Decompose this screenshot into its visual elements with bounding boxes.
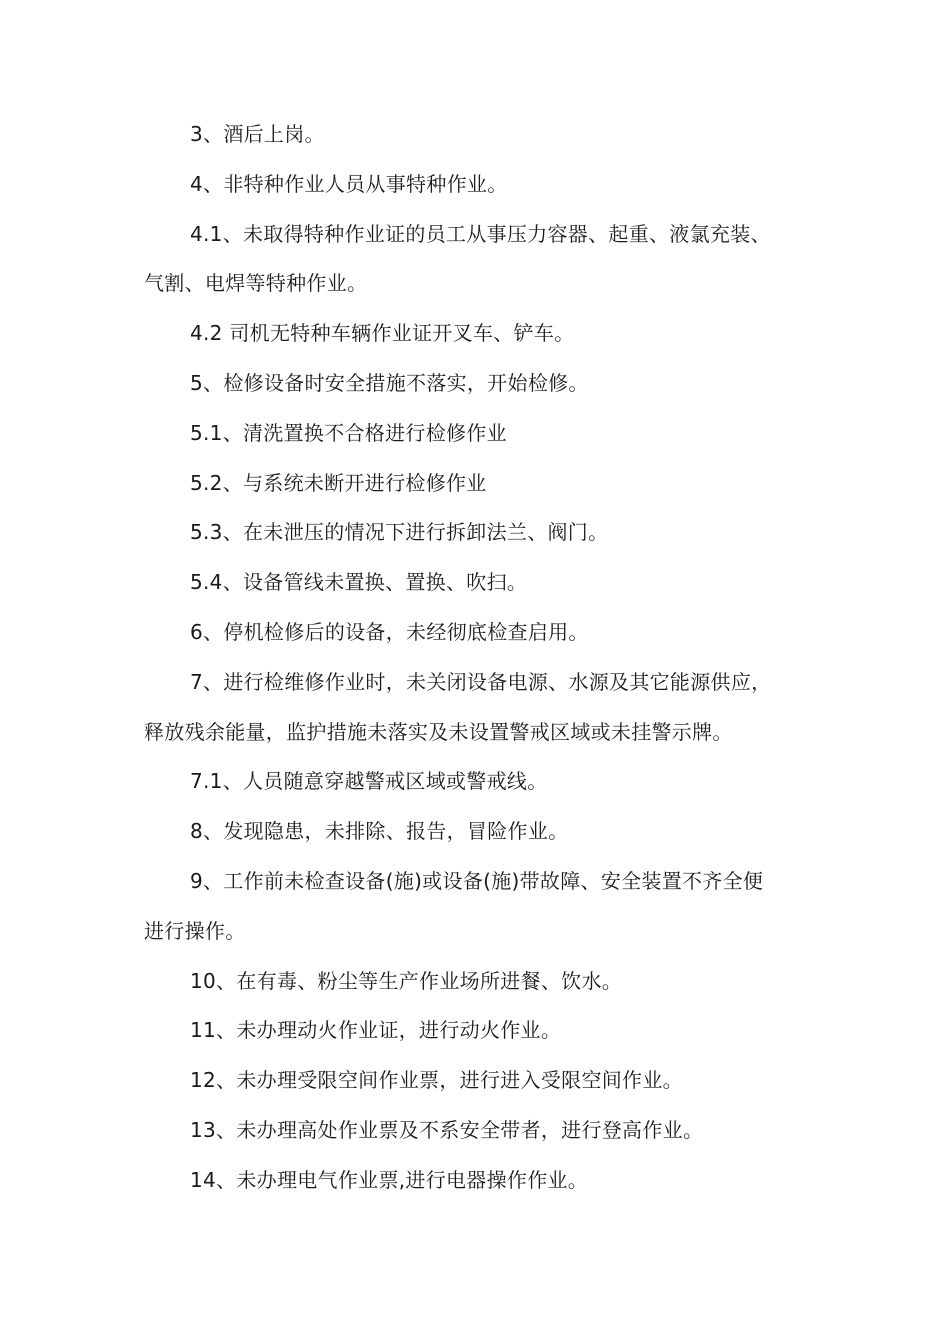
text-line: 6、停机检修后的设备，未经彻底检查启用。 xyxy=(190,619,589,644)
text-line: 5.3、在未泄压的情况下进行拆卸法兰、阀门。 xyxy=(190,520,609,545)
text-line: 释放残余能量，监护措施未落实及未设置警戒区域或未挂警示牌。 xyxy=(144,719,733,744)
text-line: 进行操作。 xyxy=(144,918,246,943)
text-line: 5、检修设备时安全措施不落实，开始检修。 xyxy=(190,370,589,395)
text-line: 3、酒后上岗。 xyxy=(190,122,325,146)
text-line: 13、未办理高处作业票及不系安全带者，进行登高作业。 xyxy=(190,1117,704,1142)
text-line: 4.2 司机无特种车辆作业证开叉车、铲车。 xyxy=(190,321,575,346)
document-body xyxy=(144,110,810,1206)
text-line: 5.1、清洗置换不合格进行检修作业 xyxy=(190,420,507,445)
text-line: 12、未办理受限空间作业票，进行进入受限空间作业。 xyxy=(190,1068,683,1093)
text-line: 7.1、人员随意穿越警戒区域或警戒线。 xyxy=(190,769,548,794)
text-line: 7、进行检维修作业时，未关闭设备电源、水源及其它能源供应， xyxy=(190,669,772,694)
text-line: 9、工作前未检查设备(施)或设备(施)带故障、安全装置不齐全便 xyxy=(190,868,764,893)
text-line: 5.4、设备管线未置换、置换、吹扫。 xyxy=(190,570,528,595)
text-line: 8、发现隐患，未排除、报告，冒险作业。 xyxy=(190,819,569,844)
text-line: 4.1、未取得特种作业证的员工从事压力容器、起重、液氯充装、 xyxy=(190,221,771,246)
text-line: 11、未办理动火作业证，进行动火作业。 xyxy=(190,1018,562,1043)
text-line: 10、在有毒、粉尘等生产作业场所进餐、饮水。 xyxy=(190,968,623,993)
text-line: 5.2、与系统未断开进行检修作业 xyxy=(190,470,487,495)
text-line: 14、未办理电气作业票,进行电器操作作业。 xyxy=(190,1167,589,1192)
text-line: 4、非特种作业人员从事特种作业。 xyxy=(190,171,508,196)
text-line: 气割、电焊等特种作业。 xyxy=(144,271,368,296)
